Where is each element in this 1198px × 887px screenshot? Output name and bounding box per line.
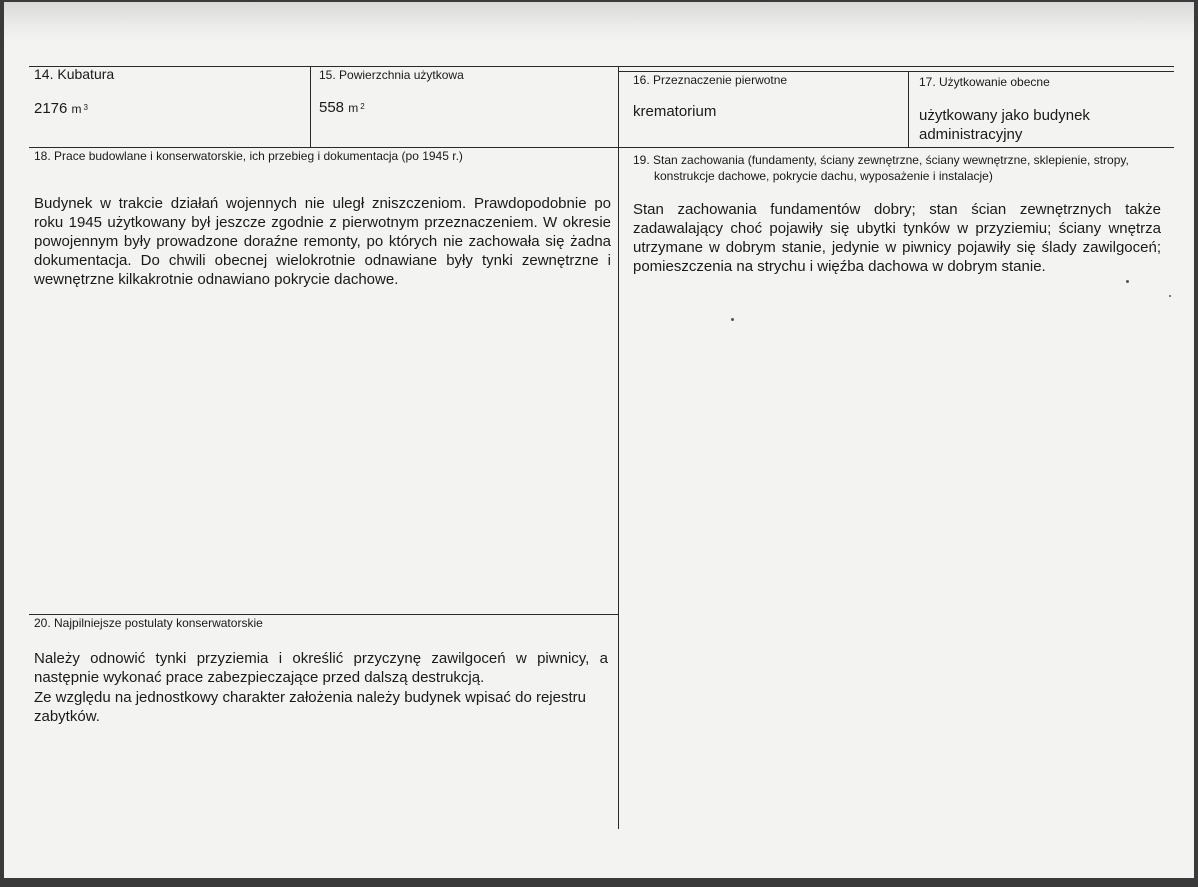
rule-v2 xyxy=(618,66,619,829)
f19-label-line2: konstrukcje dachowe, pokrycie dachu, wyposażenie i instalacje) xyxy=(654,169,993,183)
f18-label: 18. Prace budowlane i konserwatorskie, ich przebieg i dokumentacja (po 1945 r.) xyxy=(34,149,463,163)
f15-number: 558 xyxy=(319,99,345,116)
f20-text-1: Należy odnowić tynki przyziemia i określić przyczynę zawilgoceń w piwnicy, a następnie wykonać prace zabezpieczające przed dalszą destrukcją. xyxy=(34,650,608,686)
f20-label: 20. Najpilniejsze postulaty konserwatorskie xyxy=(34,616,263,630)
f16-label: 16. Przeznaczenie pierwotne xyxy=(633,73,788,87)
f14-unit: m $^3$ xyxy=(71,102,88,116)
document-page xyxy=(4,2,1194,878)
f19-text: Stan zachowania fundamentów dobry; stan ścian zewnętrznych także zadawalający choć pojawiły się ubytki tynków w przyziemiu; ściany wnętrza utrzymane w dobrym stanie, jedynie w piwnicy pojawiły się ślady zawilgoceń; pomieszczenia na strychu i więźba dachowa w dobrym stanie. xyxy=(633,201,1161,275)
rule-f16-top xyxy=(618,71,1174,72)
f15-unit: m $^2$ xyxy=(348,101,365,115)
rule-v3 xyxy=(908,72,909,147)
scan-top-strip xyxy=(4,2,1194,42)
scan-speck xyxy=(1126,280,1129,283)
f19-label-line1: 19. Stan zachowania (fundamenty, ściany zewnętrzne, ściany wewnętrzne, sklepienie, stropy, xyxy=(633,153,1129,167)
f15-value xyxy=(319,98,365,118)
f17-label: 17. Użytkowanie obecne xyxy=(919,75,1050,89)
scan-speck xyxy=(1169,295,1171,297)
f14-number: 2176 xyxy=(34,100,68,117)
f20-text-2: Ze względu na jednostkowy charakter założenia należy budynek wpisać do rejestru zabytków. xyxy=(34,689,586,725)
f14-value xyxy=(34,99,88,119)
scan-speck xyxy=(731,318,734,321)
f17-value: użytkowany jako budynek administracyjny xyxy=(919,107,1090,143)
f18-text: Budynek w trakcie działań wojennych nie uległ zniszczeniom. Prawdopodobnie po roku 1945 użytkowany był jeszcze zgodnie z pierwotnym przeznaczeniem. W okresie powojennym były prowadzone doraźne remonty, po których nie zachowała się żadna dokumentacja. Do chwili obecnej wielokrotnie odnawiane były tynki zewnętrzne i wewnętrzne kilkakrotnie odnawiano pokrycie dachowe. xyxy=(34,195,611,288)
rule-top xyxy=(29,66,1174,67)
f15-label: 15. Powierzchnia użytkowa xyxy=(319,68,464,82)
rule-f20-top xyxy=(29,614,618,615)
rule-v1 xyxy=(310,66,311,147)
f16-value: krematorium xyxy=(633,103,717,120)
rule-mid xyxy=(29,147,1174,148)
f14-label: 14. Kubatura xyxy=(34,66,115,82)
